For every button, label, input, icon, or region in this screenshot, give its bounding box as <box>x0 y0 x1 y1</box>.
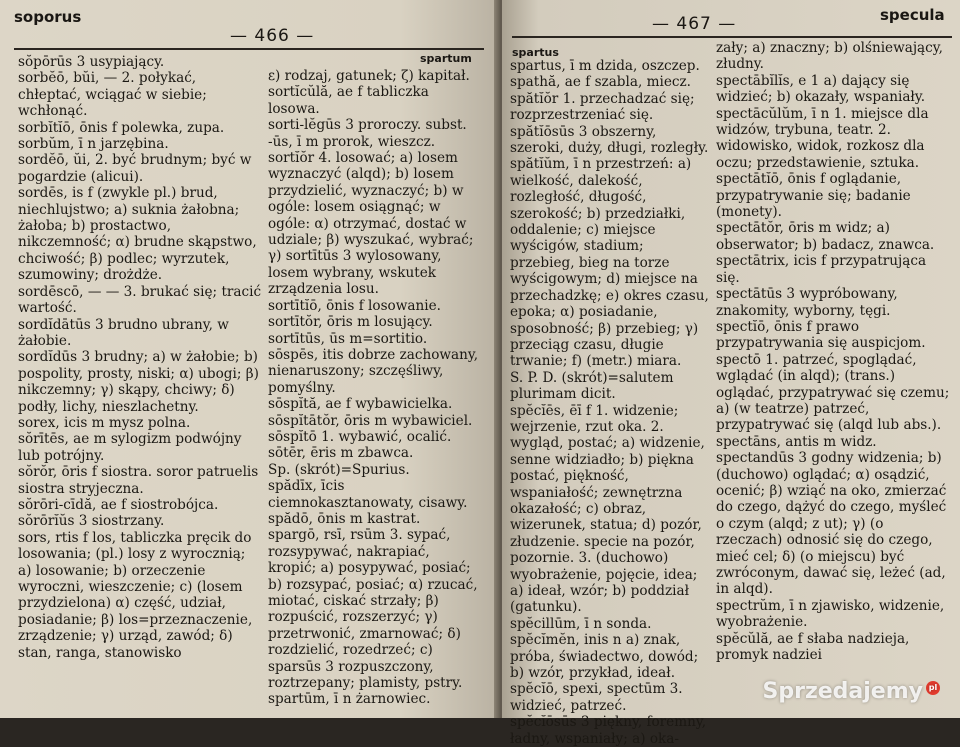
column-head-right: spartus <box>512 46 559 59</box>
entry: zały; a) znaczny; b) olśniewający, złudny. <box>716 40 943 73</box>
entry: spĕcĭō, spexi, spectūm 3. widzieć, patrzeć. <box>510 681 683 714</box>
running-head-right: specula <box>880 6 945 24</box>
entry: ε) rodzaj, gatunek; ζ) kapitał. <box>268 68 470 84</box>
entry: sordĭdūs 3 brudny; a) w żałobie; b) pospolity, prosty, niski; α) ubogi; β) nikczemny; γ) skąpy, chciwy; δ) podły, lichy, nieszlachetny. <box>18 349 259 415</box>
entry: spectātĭō, ōnis f oglądanie, przypatrywanie się; badanie (monety). <box>716 171 911 221</box>
entry: Sp. (skrót)=Spurius. <box>268 461 410 478</box>
entry: spĕcŭlă, ae f słaba nadzieja, promyk nadziei <box>716 630 910 664</box>
entry: spĕcillūm, ī n sonda. <box>510 615 652 632</box>
entry: spĕcĭēs, ēī f 1. widzenie; wejrzenie, rzut oka. 2. wygląd, postać; a) widzenie, senne widziadło; b) piękna postać, piękność, wspaniałość; zewnętrzna okazałość; c) obraz, wizerunek, statua; d) pozór, złudzenie. specie na pozór, pozornie. 3. (duchowo) wyobrażenie, pojęcie, idea; a) ideał, wzór; b) poddział (gatunku). <box>510 402 705 616</box>
entry: sordēscō, — — 3. brukać się; tracić wartość. <box>18 283 262 317</box>
entry: spectātūs 3 wypróbowany, znakomity, wyborny, tęgi. <box>716 286 898 319</box>
watermark-badge-icon: pl <box>926 681 940 695</box>
left-column-1 <box>18 54 262 661</box>
entry: sortītŏr, ōris m losujący. <box>268 314 433 331</box>
entry: spathă, ae f szabla, miecz. <box>510 74 691 91</box>
right-page <box>502 0 960 747</box>
entry: spectācŭlŭm, ī n 1. miejsce dla widzów, trybuna, teatr. 2. widowisko, widok, rozkosz dla oczu; przedstawienie, sztuka. <box>716 105 929 171</box>
entry: sŏrītēs, ae m sylogizm podwójny lub potrójny. <box>18 431 242 464</box>
entry: spătĭōsūs 3 obszerny, szeroki, duży, długi, rozległy. <box>510 123 709 157</box>
column-head-left: spartum <box>420 52 472 65</box>
entry: sordĕō, ŭi, 2. być brudnym; być w pogardzie (alicui). <box>18 152 252 185</box>
entry: sortītūs, ūs m=sortitio. <box>268 330 428 347</box>
entry: sordĭdātūs 3 brudno ubrany, w żałobie. <box>18 316 229 349</box>
entry: sōspēs, itis dobrze zachowany, nienaruszony; szczęśliwy, pomyślny. <box>268 346 479 396</box>
entry: spătĭŏr 1. przechadzać się; rozprzestrzeniać się. <box>510 90 695 124</box>
entry: spectātŏr, ōris m widz; a) obserwator; b) badacz, znawca. <box>716 220 935 253</box>
entry: sōspĭtō 1. wybawić, ocalić. <box>268 428 452 445</box>
entry: spectābĭlĭs, e 1 a) dający się widzieć; b) okazały, wspaniały. <box>716 72 926 106</box>
entry: S. P. D. (skrót)=salutem plurimam dicit. <box>510 369 674 403</box>
entry: spargō, rsī, rsūm 3. sypać, rozsypywać, nakrapiać, kropić; a) posypywać, posiać; b) rozsypać, posiać; α) rzucać, miotać, ciskać strzały; β) rozpuścić, rozszerzyć; γ) przetrwonić, zmarnować; δ) rozdzielić, rozedrzeć; c) sparsūs 3 rozpuszczony, roztrzepany; plamisty, pstry. <box>268 527 478 692</box>
entry: sorbŭm, ī n jarzębina. <box>18 136 169 153</box>
entry: sors, rtis f los, tabliczka pręcik do losowania; (pl.) losy z wyrocznią; a) losowanie; b) orzeczenie wyroczni, wieszczenie; c) (losem przydzielona) α) część, udział, posiadanie; β) los=przeznaczenie, zrządzenie; γ) urząd, zawód; δ) stan, ranga, stanowisko <box>18 529 253 661</box>
entry: spĕcĭōsūs 3 piękny, foremny, ładny, wspaniały; a) oka- <box>510 714 707 747</box>
entry: sŏrŏr, ōris f siostra. soror patruelis siostra stryjeczna. <box>18 464 259 497</box>
entry: sōtēr, ēris m zbawca. <box>268 445 414 462</box>
entry: spectō 1. patrzeć, spoglądać, wglądać (in alqd); (trans.) oglądać, przypatrywać się czemu; a) (w teatrze) patrzeć, przypatrywać się (alqd lub abs.). spectāns, antis m widz. <box>716 351 950 450</box>
entry: sortītĭō, ōnis f losowanie. <box>268 297 441 314</box>
entry: sorex, icis m mysz polna. <box>18 414 191 431</box>
header-rule-right <box>512 36 952 38</box>
left-column-2 <box>268 68 482 708</box>
entry: sorbĭtĭō, ōnis f polewka, zupa. <box>18 119 225 136</box>
page-number-right: — 467 — <box>652 14 737 34</box>
entry: spartūm, ī n żarnowiec. <box>268 691 431 708</box>
entry: spectrŭm, ī n zjawisko, widzenie, wyobrażenie. <box>716 597 945 631</box>
page-number-left: — 466 — <box>230 26 315 46</box>
entry: spătĭŭm, ī n przestrzeń: a) wielkość, dalekość, rozległość, długość, szerokość; b) przedziałki, oddalenie; c) miejsce wyścigów, stadium; przebieg, bieg na torze wyścigowym; d) miejsce na przechadzkę; e) okres czasu, epoka; α) posiadanie, sposobność; β) przebieg; γ) przeciąg czasu, długie trwanie; f) (metr.) miara. <box>510 156 709 370</box>
right-column-1 <box>510 58 710 747</box>
entry: sŏpōrūs 3 usypiający. <box>18 54 165 70</box>
entry: sortĭcŭlă, ae f tabliczka losowa. <box>268 84 429 117</box>
entry: sōspĭtātŏr, ōris m wybawiciel. <box>268 412 473 429</box>
entry: sortĭŏr 4. losować; a) losem wyznaczyć (alqd); b) losem przydzielić, wyznaczyć; b) w ogóle: losem osiągnąć; w ogóle: α) otrzymać, dostać w udziale; β) wyszukać, wybrać; γ) sortītūs 3 wylosowany, losem wybrany, wskutek zrządzenia losu. <box>268 150 474 298</box>
entry: spectātrix, icis f przypatrująca się. <box>716 253 927 286</box>
entry: spădō, ōnis m kastrat. <box>268 510 421 527</box>
entry: spădīx, īcis ciemnokasztanowaty, cisawy. <box>268 478 468 511</box>
entry: sordēs, is f (zwykle pl.) brud, niechlujstwo; a) suknia żałobna; żałoba; b) prostactwo, nikczemność; α) brudne skąpstwo, chciwość; β) podlec; wyrzutek, szumowiny; drożdże. <box>18 185 257 284</box>
entry: sorbĕō, bŭi, — 2. połykać, chłeptać, wciągać w siebie; wchłonąć. <box>18 70 207 120</box>
entry: spĕcĭmĕn, inis n a) znak, próba, świadectwo, dowód; b) wzór, przykład, ideał. <box>510 632 699 682</box>
header-rule-left <box>14 48 484 50</box>
entry: spectandūs 3 godny widzenia; b) (duchowo) oglądać; α) osądzić, ocenić; β) wziąć na oko, zmierzać do czego, dążyć do czego, myśleć o czym (alqd; z ut); γ) (o rzeczach) odnosić się do czego, mieć cel; δ) (o miejscu) być zwróconym, dawać się, leżeć (ad, in alqd). <box>716 450 947 598</box>
entry: spectĭō, ōnis f prawo przypatrywania się auspicjom. <box>716 318 926 352</box>
entry: spartus, ī m dzida, oszczep. <box>510 58 700 74</box>
right-column-2 <box>716 40 952 663</box>
sprzedajemy-watermark <box>763 679 941 704</box>
entry: sŏrōrĭŭs 3 siostrzany. <box>18 513 165 530</box>
entry: sorti-lĕgūs 3 proroczy. subst. -ūs, ī m prorok, wieszcz. <box>268 117 467 150</box>
entry: sŏrōri-cīdă, ae f siostrobójca. <box>18 496 219 513</box>
entry: sōspĭtă, ae f wybawicielka. <box>268 396 453 413</box>
watermark-text: Sprzedajemy <box>762 679 923 704</box>
running-head-left: soporus <box>14 8 82 26</box>
